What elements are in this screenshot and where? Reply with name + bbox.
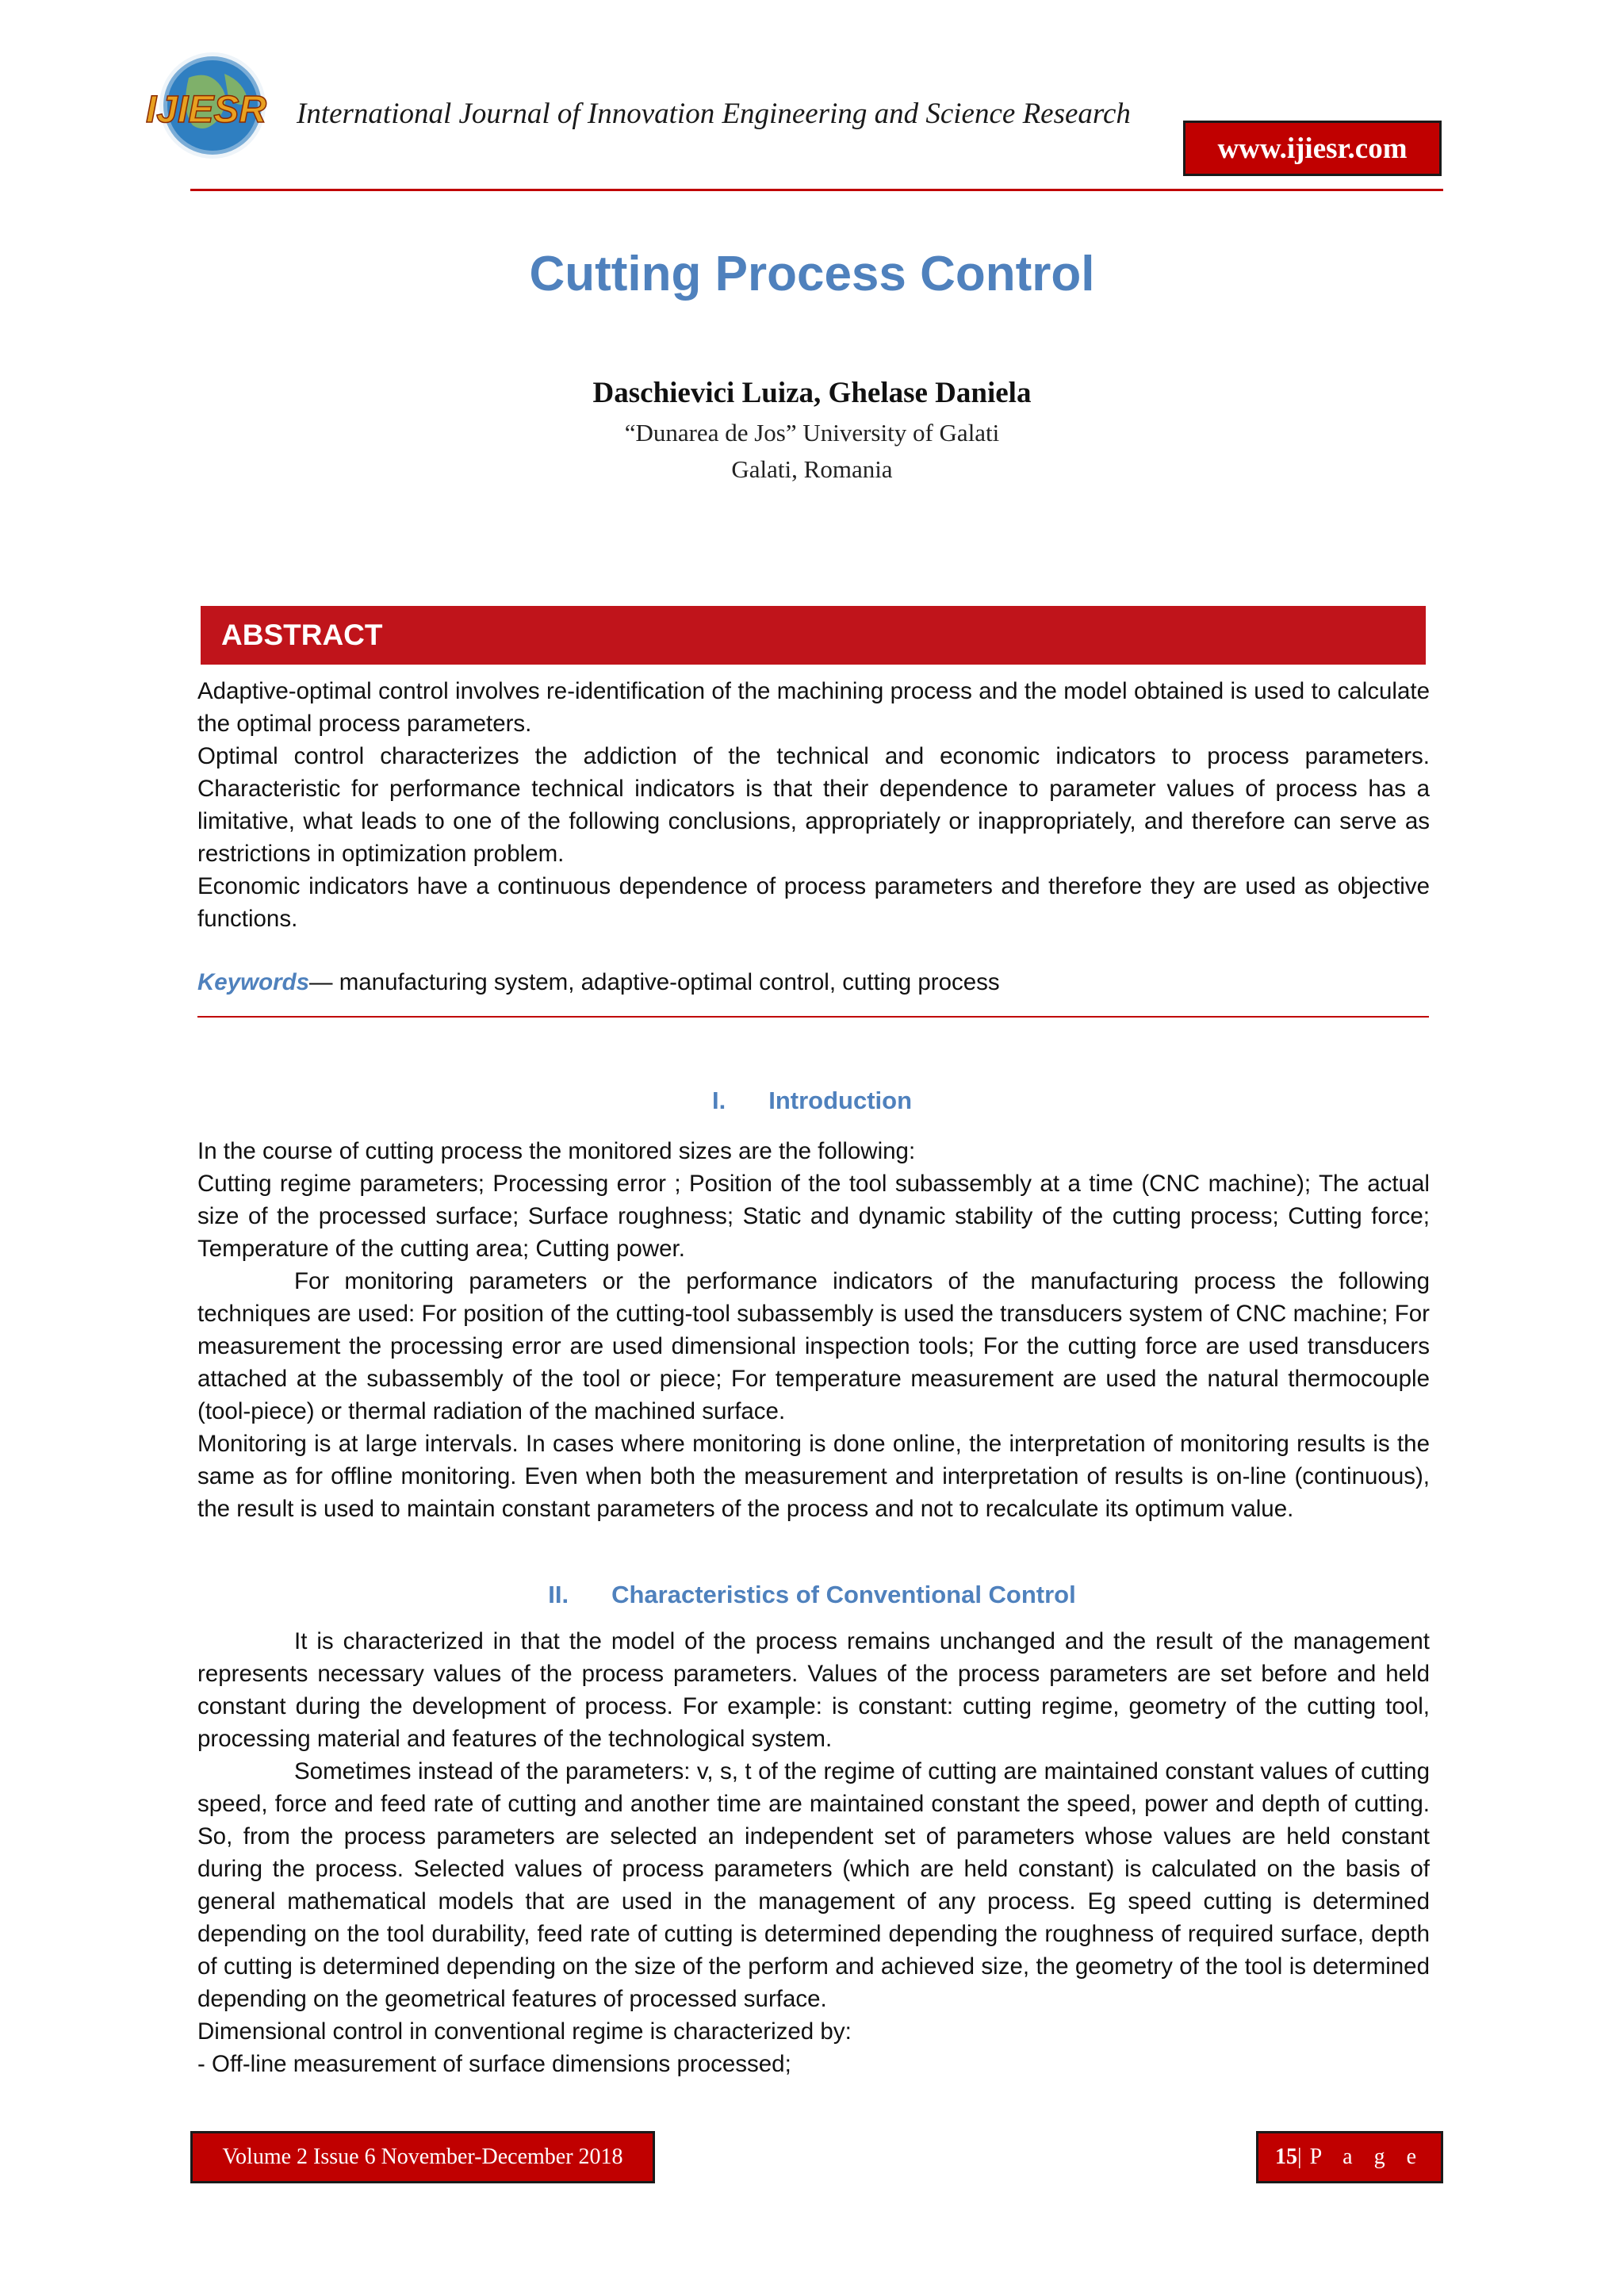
abstract-heading-text: ABSTRACT: [221, 619, 383, 651]
keywords-divider: [197, 1016, 1429, 1018]
section-number: II.: [548, 1581, 569, 1608]
paper-title: Cutting Process Control: [529, 247, 1095, 301]
footer-issue-text: Volume 2 Issue 6 November-December 2018: [222, 2145, 623, 2169]
body-paragraph: It is characterized in that the model of the process remains unchanged and the result of the management represents necessary values of the process parameters. Values of the process parameters are set before and held constant during the development of process. For example: is constant: cutting regime, geometry of the cutting tool, processing material and features of the technological system.: [197, 1628, 1430, 1752]
website-badge[interactable]: [1183, 121, 1442, 176]
journal-name: International Journal of Innovation Engineering and Science Research: [297, 98, 1131, 130]
keywords-label: Keywords: [197, 969, 309, 995]
abstract-heading: [201, 606, 1426, 665]
body-paragraph: Sometimes instead of the parameters: v, s, t of the regime of cutting are maintained constant values of cutting speed, force and feed rate of cutting and another time are maintained constant the speed, power and depth of cutting. So, from the process parameters are selected an independent set of parameters whose values are held constant during the process. Selected values of process parameters (which are held constant) is calculated on the basis of general mathematical models that are used in the management of any process. Eg speed cutting is determined depending on the tool durability, feed rate of cutting is determined depending the roughness of required surface, depth of cutting is determined depending on the size of the perform and achieved size, the geometry of the tool is determined depending on the geometrical features of processed surface.: [197, 1758, 1430, 2012]
section-heading-introduction: [0, 1087, 1624, 1115]
page-number: 15: [1275, 2145, 1297, 2169]
abstract-body: [197, 675, 1430, 935]
page-label: |P a g e: [1297, 2145, 1424, 2169]
header-divider: [190, 189, 1443, 191]
section-body-introduction: [197, 1135, 1430, 1525]
body-paragraph: Cutting regime parameters; Processing error ; Position of the tool subassembly at a time (CNC machine); The actual size of the processed surface; Surface roughness; Static and dynamic stability of the cutting process; Cutting force; Temperature of the cutting area; Cutting power.: [197, 1171, 1430, 1262]
keywords-text: — manufacturing system, adaptive-optimal control, cutting process: [309, 969, 1000, 995]
body-paragraph: Dimensional control in conventional regime is characterized by:: [197, 2018, 852, 2045]
body-paragraph: For monitoring parameters or the performance indicators of the manufacturing process the following techniques are used: For position of the cutting-tool subassembly is used the transducers system of CNC machine; For measurement the processing error are used dimensional inspection tools; For the cutting force are used transducers attached at the subassembly of the tool or piece; For temperature measurement are used the natural thermocouple (tool-piece) or thermal radiation of the machined surface.: [197, 1268, 1430, 1424]
abstract-paragraph: Economic indicators have a continuous dependence of process parameters and therefore they are used as objective functions.: [197, 873, 1430, 932]
authors: Daschievici Luiza, Ghelase Daniela: [592, 377, 1032, 409]
abstract-paragraph: Adaptive-optimal control involves re-identification of the machining process and the model obtained is used to calculate the optimal process parameters.: [197, 678, 1430, 737]
footer-page-badge: [1256, 2131, 1443, 2183]
body-paragraph: Monitoring is at large intervals. In cases where monitoring is done online, the interpretation of monitoring results is the same as for offline monitoring. Even when both the measurement and interpretation of results is on-line (continuous), the result is used to maintain constant parameters of the process and not to recalculate its optimum value.: [197, 1431, 1430, 1522]
abstract-paragraph: Optimal control characterizes the addiction of the technical and economic indicators to process parameters. Characteristic for performance technical indicators is that their dependence to parameter values of process has a limitative, what leads to one of the following conclusions, appropriately or inappropriately, and therefore can serve as restrictions in optimization problem.: [197, 743, 1430, 867]
svg-text:IJIESR: IJIESR: [145, 89, 267, 131]
section-title: Characteristics of Conventional Control: [611, 1581, 1076, 1608]
affiliation: “Dunarea de Jos” University of Galati: [624, 419, 1000, 447]
website-text: www.ijiesr.com: [1217, 132, 1408, 165]
section-title: Introduction: [768, 1087, 913, 1114]
keywords-line: [197, 969, 1430, 996]
section-heading-conventional-control: [0, 1581, 1624, 1609]
location: Galati, Romania: [731, 455, 893, 483]
section-number: I.: [711, 1087, 726, 1114]
footer-issue-badge: [190, 2131, 655, 2183]
section-body-conventional-control: [197, 1625, 1430, 2080]
body-paragraph: In the course of cutting process the monitored sizes are the following:: [197, 1138, 916, 1164]
journal-logo: [133, 46, 281, 165]
body-paragraph: - Off-line measurement of surface dimensions processed;: [197, 2051, 791, 2077]
